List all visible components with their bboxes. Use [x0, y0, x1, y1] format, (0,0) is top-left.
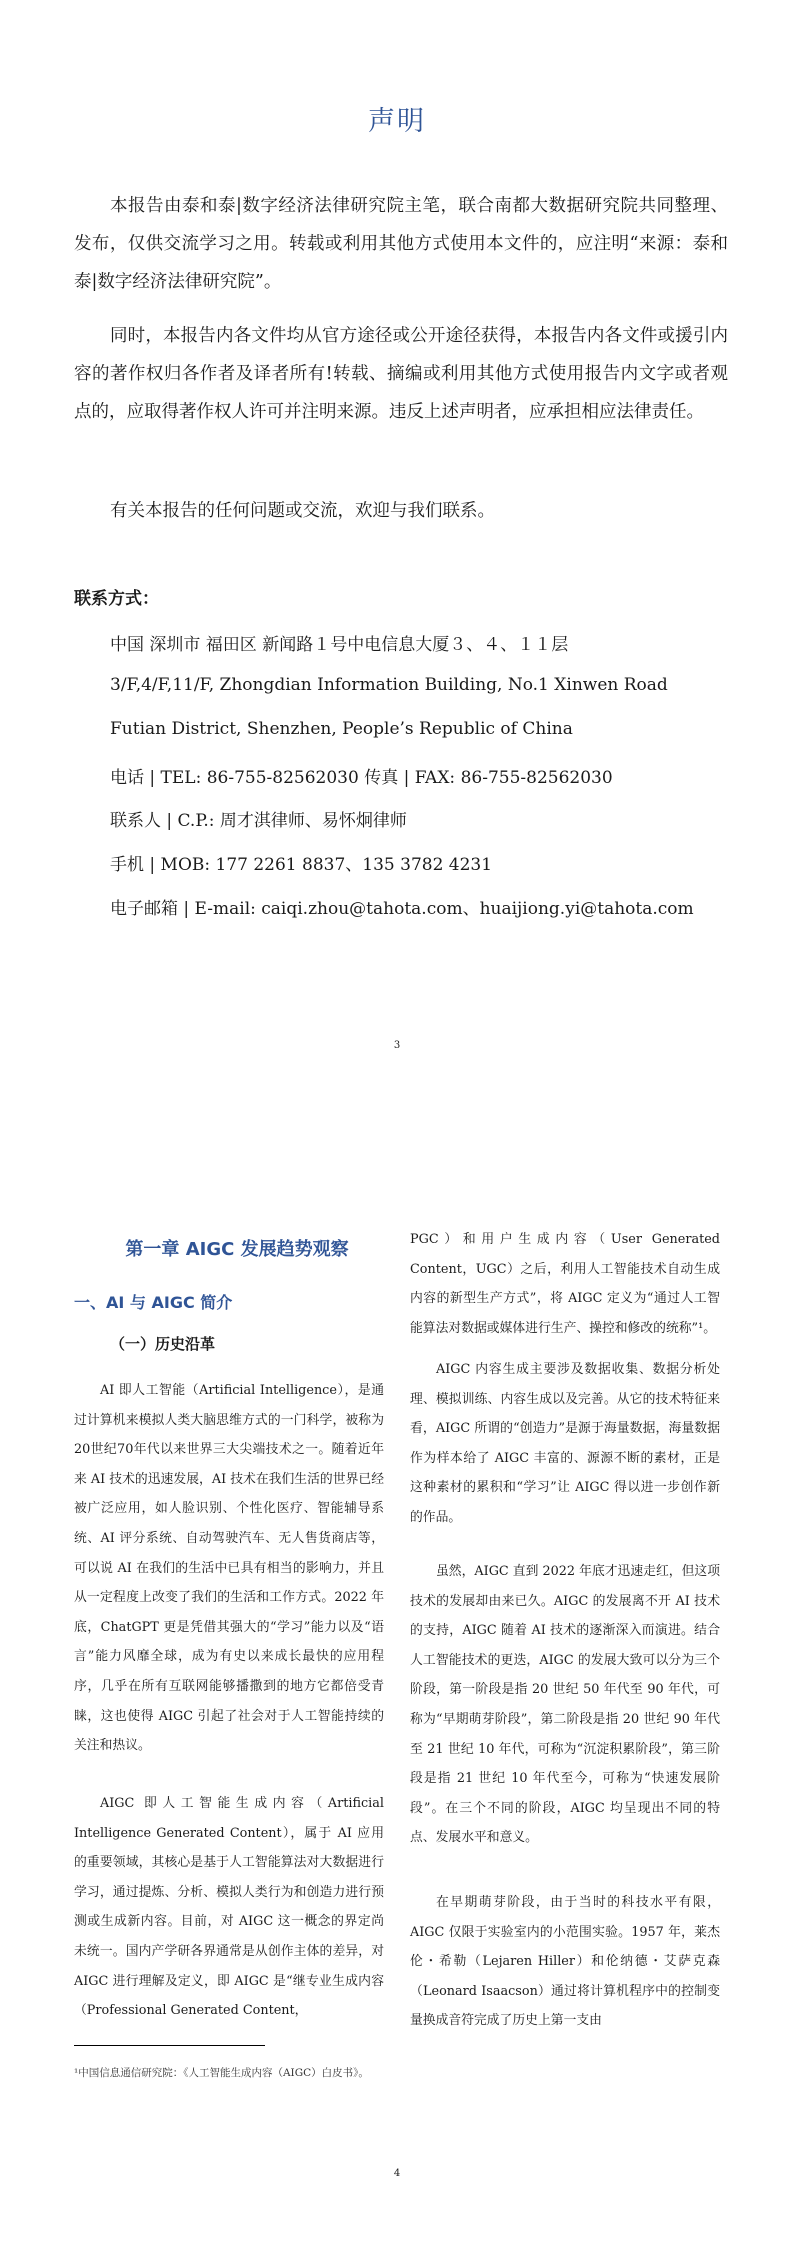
body-paragraph: AIGC 内容生成主要涉及数据收集、数据分析处理、模拟训练、内容生成以及完善。从它的技术特征来看，AIGC 所谓的“创造力”是源于海量数据，海量数据作为样本给了 AIGC 丰富的、源源不断的素材，正是这种素材的累积和“学习”让 AIGC 得以进一步创作新的作品。 — [410, 1362, 720, 1525]
contact-phone: 电话 | TEL: 86-755-82562030 传真 | FAX: 86-755-82562030 — [110, 768, 613, 788]
footnote: ¹中国信息通信研究院：《人工智能生成内容（AIGC）白皮书》。 — [74, 2067, 369, 2079]
declaration-paragraph: 本报告由泰和泰|数字经济法律研究院主笔，联合南都大数据研究院共同整理、发布，仅供交流学习之用。转载或利用其他方式使用本文件的，应注明“来源：泰和泰|数字经济法律研究院”。 — [74, 196, 728, 292]
section-title: 一、AI 与 AIGC 简介 — [74, 1293, 233, 1312]
contact-address-cn: 中国 深圳市 福田区 新闻路１号中电信息大厦３、４、１１层 — [110, 635, 569, 655]
footnote-divider — [74, 2045, 265, 2046]
contact-address-en-2: Futian District, Shenzhen, People’s Republic of China — [110, 719, 573, 739]
body-paragraph: AI 即人工智能（Artificial Intelligence），是通过计算机来模拟人类大脑思维方式的一门科学，被称为20世纪70年代以来世界三大尖端技术之一。随着近年来 AI 技术的迅速发展，AI 技术在我们生活的世界已经被广泛应用，如人脸识别、个性化医疗、智能辅导系统、AI 评分系统、自动驾驶汽车、无人售货商店等，可以说 AI 在我们的生活中已具有相当的影响力，并且从一定程度上改变了我们的生活和工作方式。2022 年底，ChatGPT 更是凭借其强大的“学习”能力以及“语言”能力风靡全球，成为有史以来成长最快的应用程序，几乎在所有互联网能够播撒到的地方它都倍受青睐，这也使得 AIGC 引起了社会对于人工智能持续的关注和热议。 — [74, 1383, 384, 1754]
declaration-paragraph: 同时，本报告内各文件均从官方途径或公开途径获得，本报告内各文件或援引内容的著作权归各作者及译者所有!转载、摘编或利用其他方式使用报告内文字或者观点的，应取得著作权人许可并注明来源。违反上述声明者，应承担相应法律责任。 — [74, 326, 728, 422]
chapter-page — [0, 1123, 794, 2246]
contact-person: 联系人 | C.P.: 周才淇律师、易怀炯律师 — [110, 811, 407, 831]
page-number: 4 — [393, 2168, 401, 2179]
declaration-title: 声明 — [368, 106, 426, 137]
contact-email: 电子邮箱 | E-mail: caiqi.zhou@tahota.com、huaijiong.yi@tahota.com — [110, 899, 694, 919]
contact-address-en-1: 3/F,4/F,11/F, Zhongdian Information Building, No.1 Xinwen Road — [110, 675, 668, 695]
body-paragraph: 在早期萌芽阶段，由于当时的科技水平有限，AIGC 仅限于实验室内的小范围实验。1957 年，莱杰伦・希勒（Lejaren Hiller）和伦纳德・艾萨克森（Leonard Isaacson）通过将计算机程序中的控制变量换成音符完成了历史上第一支由 — [410, 1895, 720, 2029]
contact-label: 联系方式： — [74, 589, 159, 609]
body-paragraph: 虽然，AIGC 直到 2022 年底才迅速走红，但这项技术的发展却由来已久。AIGC 的发展离不开 AI 技术的支持，AIGC 随着 AI 技术的逐渐深入而演进。结合人工智能技术的更迭，AIGC 的发展大致可以分为三个阶段，第一阶段是指 20 世纪 50 年代至 90 年代，可称为“早期萌芽阶段”，第二阶段是指 20 世纪 90 年代至 21 世纪 10 年代，可称为“沉淀积累阶段”，第三阶段是指 21 世纪 10 年代至今，可称为“快速发展阶段”。在三个不同的阶段，AIGC 均呈现出不同的特点、发展水平和意义。 — [410, 1564, 720, 1846]
chapter-title: 第一章 AIGC 发展趋势观察 — [125, 1239, 349, 1260]
page-number: 3 — [393, 1040, 401, 1051]
body-paragraph: AIGC 即人工智能生成内容（Artificial Intelligence Generated Content），属于 AI 应用的重要领域，其核心是基于人工智能算法对大数据进行学习，通过提炼、分析、模拟人类行为和创造力进行预测或生成新内容。目前，对 AIGC 这一概念的界定尚未统一。国内产学研各界通常是从创作主体的差异，对 AIGC 进行理解及定义，即 AIGC 是“继专业生成内容（Professional Generated Content， — [74, 1796, 384, 2019]
subsection-title: （一）历史沿革 — [110, 1335, 216, 1353]
body-paragraph: PGC）和用户生成内容（User Generated Content，UGC）之后，利用人工智能技术自动生成内容的新型生产方式”，将 AIGC 定义为“通过人工智能算法对数据或媒体进行生产、操控和修改的统称”¹。 — [410, 1232, 720, 1336]
declaration-paragraph: 有关本报告的任何问题或交流，欢迎与我们联系。 — [110, 501, 495, 521]
contact-mobile: 手机 | MOB: 177 2261 8837、135 3782 4231 — [110, 855, 493, 875]
